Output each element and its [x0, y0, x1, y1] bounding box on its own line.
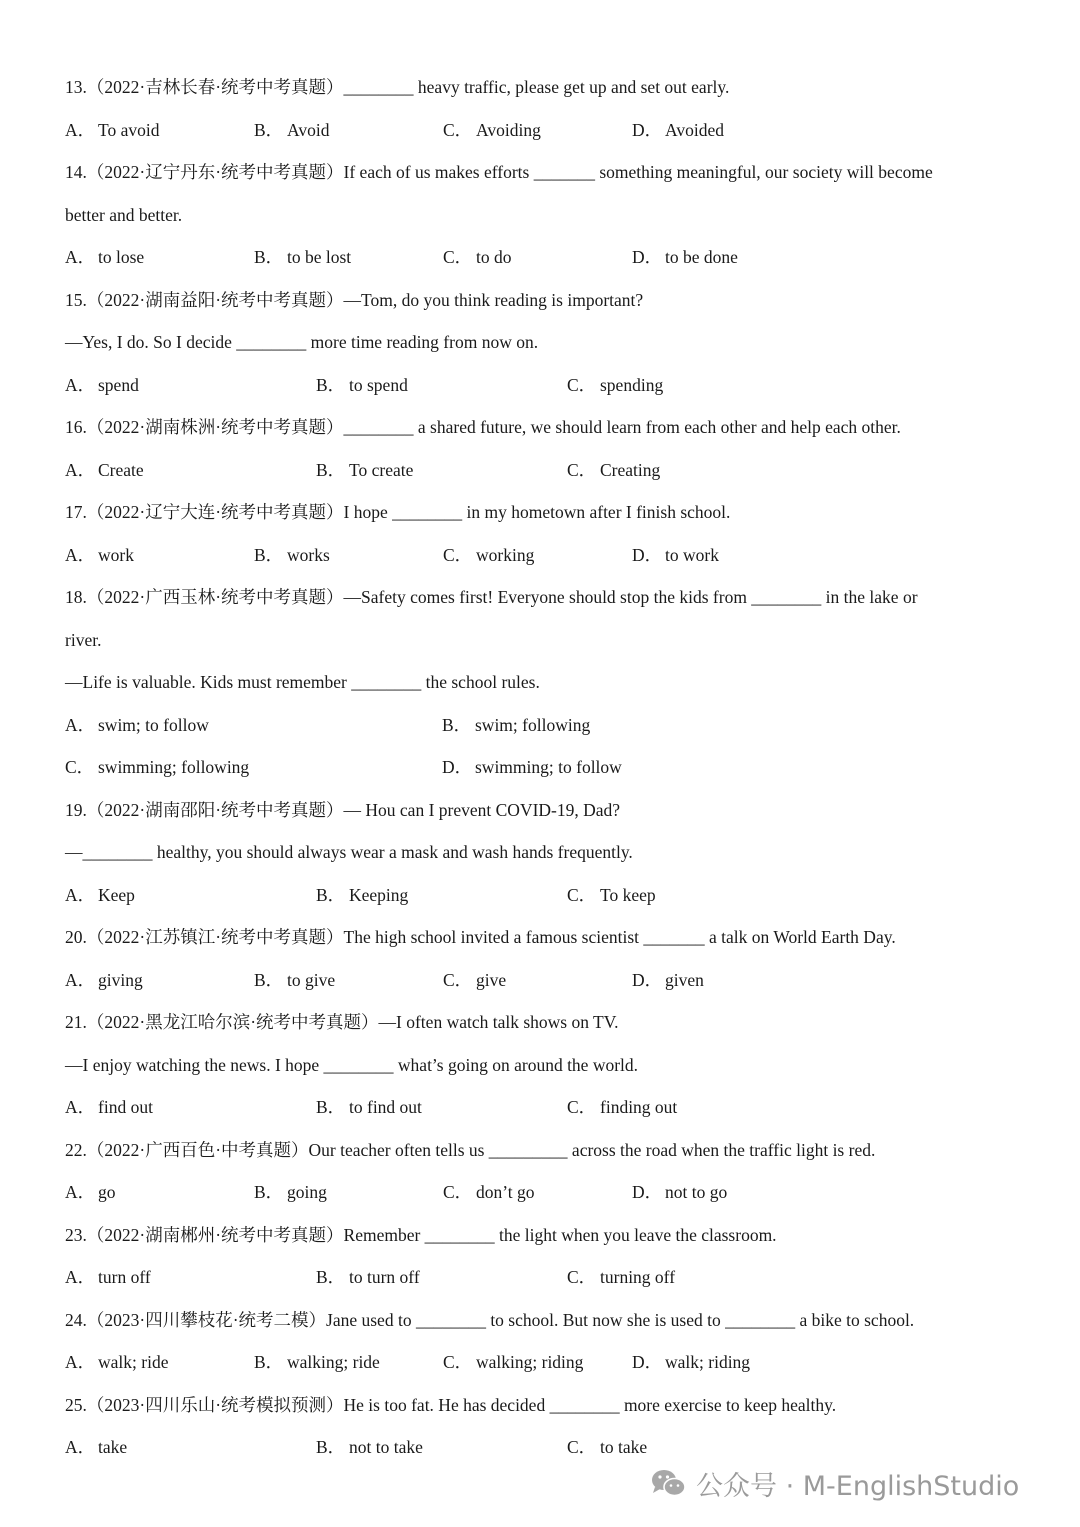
option-text: to lose [98, 247, 145, 267]
option-letter: D． [632, 969, 663, 990]
option-letter: D． [632, 247, 663, 267]
option-row [65, 449, 1025, 492]
option-row [65, 109, 1025, 152]
answer-option [443, 534, 632, 577]
option-text: walk; riding [665, 1352, 751, 1372]
answer-option [442, 704, 819, 747]
option-row [65, 534, 1025, 577]
option-text: going [287, 1182, 327, 1202]
option-text: to spend [349, 374, 408, 395]
option-letter: A． [65, 374, 96, 395]
option-text: To keep [600, 884, 656, 905]
option-text: turn off [98, 1267, 151, 1287]
question-stem: 14.（2022·辽宁丹东·统考中考真题）If each of us makes efforts _______ something meaningful, our society will become [65, 162, 933, 182]
option-letter: C． [567, 1437, 597, 1457]
answer-option [632, 959, 821, 1002]
answer-option [316, 1256, 567, 1299]
option-text: don’t go [476, 1182, 535, 1202]
option-letter: C． [567, 1267, 597, 1287]
option-text: give [476, 969, 507, 990]
answer-option [65, 959, 254, 1002]
answer-option [443, 959, 632, 1002]
option-letter: A． [65, 1267, 96, 1287]
option-text: working [476, 544, 535, 565]
option-letter: C． [443, 969, 473, 990]
option-letter: C． [443, 119, 473, 140]
option-text: Avoid [287, 119, 330, 140]
option-text: swim; following [475, 714, 591, 735]
option-letter: A． [65, 459, 96, 480]
option-row [65, 236, 1025, 279]
option-row [65, 874, 1025, 917]
answer-option [443, 1341, 632, 1384]
option-letter: D． [632, 1352, 663, 1372]
answer-option [65, 1086, 316, 1129]
option-letter: A． [65, 969, 96, 990]
dialogue-line: —Life is valuable. Kids must remember ________ the school rules. [65, 672, 540, 692]
option-text: finding out [600, 1097, 678, 1117]
option-letter: A． [65, 544, 96, 565]
question-continuation: better and better. [65, 204, 183, 225]
option-letter: C． [443, 1352, 473, 1372]
option-text: Creating [600, 459, 661, 480]
option-text: swim; to follow [98, 714, 209, 735]
answer-option [632, 534, 821, 577]
question-stem: 20.（2022·江苏镇江·统考中考真题）The high school invited a famous scientist _______ a talk on World Earth Day. [65, 927, 896, 947]
answer-option [65, 704, 442, 747]
option-letter: C． [65, 757, 95, 777]
option-letter: A． [65, 1352, 96, 1372]
option-letter: B． [316, 1437, 346, 1457]
watermark-text: 公众号 · M-EnglishStudio [696, 1470, 1020, 1502]
option-text: to turn off [349, 1267, 420, 1287]
option-letter: A． [65, 884, 96, 905]
option-text: walking; ride [287, 1352, 380, 1372]
answer-option [254, 1171, 443, 1214]
option-text: To create [349, 459, 414, 480]
answer-option [65, 1341, 254, 1384]
answer-option [567, 449, 818, 492]
option-letter: C． [443, 247, 473, 267]
option-row [65, 1171, 1025, 1214]
option-text: to be lost [287, 247, 352, 267]
option-letter: C． [443, 1182, 473, 1202]
question-stem: 18.（2022·广西玉林·统考中考真题）—Safety comes first! Everyone should stop the kids from ________ in the lake or [65, 587, 918, 607]
answer-option [632, 1341, 821, 1384]
option-text: spending [600, 374, 664, 395]
wechat-icon [650, 1467, 688, 1499]
option-letter: B． [316, 374, 346, 395]
option-letter: B． [254, 247, 284, 267]
option-row [65, 1256, 1025, 1299]
option-row [65, 959, 1025, 1002]
option-text: to work [665, 544, 719, 565]
answer-option [254, 534, 443, 577]
question-stem: 17.（2022·辽宁大连·统考中考真题）I hope ________ in my hometown after I finish school. [65, 502, 731, 522]
option-letter: D． [632, 544, 663, 565]
answer-option [254, 959, 443, 1002]
answer-option [316, 449, 567, 492]
question-stem: 21.（2022·黑龙江哈尔滨·统考中考真题）—I often watch talk shows on TV. [65, 1012, 619, 1032]
option-text: to take [600, 1437, 648, 1457]
question-stem: 16.（2022·湖南株洲·统考中考真题）________ a shared future, we should learn from each other and help each other. [65, 417, 901, 437]
option-text: To avoid [98, 119, 160, 140]
answer-option [443, 236, 632, 279]
option-letter: B． [254, 544, 284, 565]
answer-option [567, 874, 818, 917]
option-text: to be done [665, 247, 738, 267]
option-letter: B． [316, 1097, 346, 1117]
option-letter: A． [65, 1097, 96, 1117]
answer-option [65, 364, 316, 407]
option-letter: B． [254, 969, 284, 990]
option-letter: B． [316, 884, 346, 905]
option-text: Create [98, 459, 144, 480]
option-text: turning off [600, 1267, 676, 1287]
option-row [65, 1341, 1025, 1384]
option-text: to do [476, 247, 512, 267]
dialogue-line: —I enjoy watching the news. I hope ________ what’s going on around the world. [65, 1054, 639, 1075]
option-text: walking; riding [476, 1352, 584, 1372]
option-letter: A． [65, 1437, 96, 1457]
question-continuation: river. [65, 629, 102, 650]
answer-option [632, 109, 821, 152]
dialogue-line: —Yes, I do. So I decide ________ more time reading from now on. [65, 332, 539, 352]
option-letter: B． [254, 1182, 284, 1202]
answer-option [65, 236, 254, 279]
option-text: work [98, 544, 134, 565]
option-row [65, 1086, 1025, 1129]
question-stem: 23.（2022·湖南郴州·统考中考真题）Remember ________ the light when you leave the classroom. [65, 1224, 777, 1245]
option-letter: C． [567, 1097, 597, 1117]
option-text: to find out [349, 1097, 422, 1117]
answer-option [316, 874, 567, 917]
option-letter: C． [567, 884, 597, 905]
option-text: Avoided [665, 119, 724, 140]
option-letter: C． [567, 459, 597, 480]
question-stem: 25.（2023·四川乐山·统考模拟预测）He is too fat. He has decided ________ more exercise to keep healthy. [65, 1394, 837, 1415]
answer-option [567, 364, 818, 407]
answer-option [632, 1171, 821, 1214]
answer-option [567, 1086, 818, 1129]
answer-option [442, 746, 819, 789]
question-stem: 24.（2023·四川攀枝花·统考二模）Jane used to ________ to school. But now she is used to ________ a bike to school. [65, 1309, 915, 1330]
answer-option [65, 874, 316, 917]
watermark [650, 1463, 1019, 1503]
option-text: given [665, 969, 704, 990]
option-text: Avoiding [476, 119, 541, 140]
question-stem: 15.（2022·湖南益阳·统考中考真题）—Tom, do you think reading is important? [65, 289, 644, 310]
question-stem: 13.（2022·吉林长春·统考中考真题）________ heavy traffic, please get up and set out early. [65, 77, 730, 97]
answer-option [65, 534, 254, 577]
option-letter: A． [65, 247, 96, 267]
option-letter: A． [65, 119, 96, 140]
option-letter: A． [65, 1182, 96, 1202]
option-text: spend [98, 374, 139, 395]
answer-option [567, 1256, 818, 1299]
option-text: works [287, 544, 330, 565]
answer-option [254, 236, 443, 279]
answer-option [65, 1171, 254, 1214]
option-letter: D． [442, 757, 473, 777]
answer-option [443, 109, 632, 152]
answer-option [65, 449, 316, 492]
option-letter: B． [254, 119, 284, 140]
answer-option [254, 109, 443, 152]
answer-option [316, 364, 567, 407]
option-text: take [98, 1437, 128, 1457]
question-stem: 22.（2022·广西百色·中考真题）Our teacher often tells us _________ across the road when the traffic light is red. [65, 1139, 876, 1160]
option-text: not to take [349, 1437, 423, 1457]
answer-option [65, 1426, 316, 1469]
option-text: walk; ride [98, 1352, 169, 1372]
option-letter: B． [316, 1267, 346, 1287]
answer-option [316, 1426, 567, 1469]
option-letter: B． [316, 459, 346, 480]
option-text: not to go [665, 1182, 728, 1202]
dialogue-line: —________ healthy, you should always wear a mask and wash hands frequently. [65, 842, 633, 862]
question-stem: 19.（2022·湖南邵阳·统考中考真题）— Hou can I prevent COVID-19, Dad? [65, 799, 621, 820]
option-letter: D． [632, 1182, 663, 1202]
option-text: Keeping [349, 884, 409, 905]
option-text: swimming; to follow [475, 757, 622, 777]
option-letter: C． [567, 374, 597, 395]
option-letter: B． [254, 1352, 284, 1372]
option-row [65, 364, 1025, 407]
option-text: swimming; following [98, 757, 250, 777]
option-letter: B． [442, 714, 472, 735]
option-text: giving [98, 969, 143, 990]
option-text: to give [287, 969, 336, 990]
option-row [65, 704, 1025, 747]
option-text: find out [98, 1097, 153, 1117]
answer-option [65, 746, 442, 789]
option-text: Keep [98, 884, 135, 905]
answer-option [65, 1256, 316, 1299]
answer-option [316, 1086, 567, 1129]
option-letter: A． [65, 714, 96, 735]
answer-option [65, 109, 254, 152]
option-letter: D． [632, 119, 663, 140]
option-row [65, 746, 1025, 789]
option-text: go [98, 1182, 116, 1202]
option-letter: C． [443, 544, 473, 565]
answer-option [254, 1341, 443, 1384]
answer-option [632, 236, 821, 279]
answer-option [443, 1171, 632, 1214]
worksheet-page [65, 66, 1025, 1469]
